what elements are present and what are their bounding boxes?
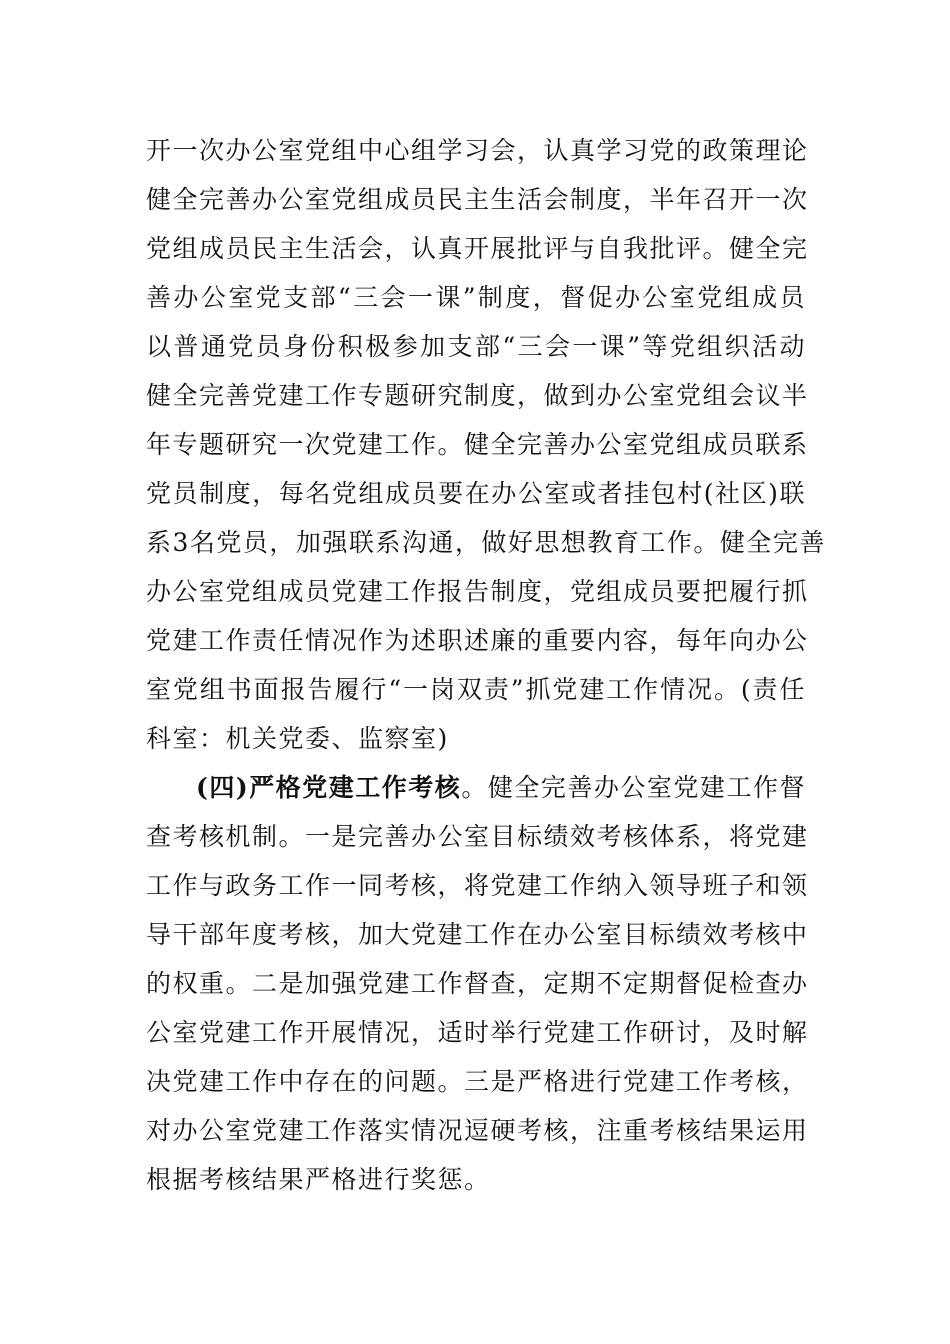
text-line: 善办公室党支部“三会一课”制度，督促办公室党组成员 [146,283,806,312]
text-line: 健全完善办公室党组成员民主生活会制度，半年召开一次 [146,185,809,214]
text-line: 系3名党员，加强联系沟通，做好思想教育工作。健全完善 [146,528,826,557]
text-line: 工作与政务工作一同考核，将党建工作纳入领导班子和领 [146,871,809,900]
text-line: 查考核机制。一是完善办公室目标绩效考核体系，将党建 [146,822,809,851]
text-line: 以普通党员身份积极参加支部“三会一课”等党组织活动 [146,332,806,361]
section-4-first-line-text: 。健全完善办公室党建工作督 [461,773,806,802]
text-line: 科室：机关党委、监察室) [146,724,449,753]
document-body [146,126,826,1204]
text-line: 室党组书面报告履行“一岗双责”抓党建工作情况。(责任 [146,675,806,704]
text-line: 对办公室党建工作落实情况逗硬考核，注重考核结果运用 [146,1116,809,1145]
text-line: 健全完善党建工作专题研究制度，做到办公室党组会议半 [146,381,809,410]
text-line: 决党建工作中存在的问题。三是严格进行党建工作考核， [146,1067,809,1096]
text-line: 办公室党组成员党建工作报告制度，党组成员要把履行抓 [146,577,809,606]
text-line: 导干部年度考核，加大党建工作在办公室目标绩效考核中 [146,920,809,949]
text-line: 公室党建工作开展情况，适时举行党建工作研讨，及时解 [146,1018,809,1047]
section-4-heading: (四)严格党建工作考核 [196,773,462,802]
text-line: 党员制度，每名党组成员要在办公室或者挂包村(社区)联 [146,479,806,508]
section-4-first-line [146,763,806,812]
text-line: 根据考核结果严格进行奖惩。 [146,1165,491,1194]
text-line: 开一次办公室党组中心组学习会，认真学习党的政策理论 [146,136,809,165]
text-line: 年专题研究一次党建工作。健全完善办公室党组成员联系 [146,430,809,459]
text-line: 的权重。二是加强党建工作督查，定期不定期督促检查办 [146,969,809,998]
text-line: 党组成员民主生活会，认真开展批评与自我批评。健全完 [146,234,809,263]
text-line: 党建工作责任情况作为述职述廉的重要内容，每年向办公 [146,626,809,655]
